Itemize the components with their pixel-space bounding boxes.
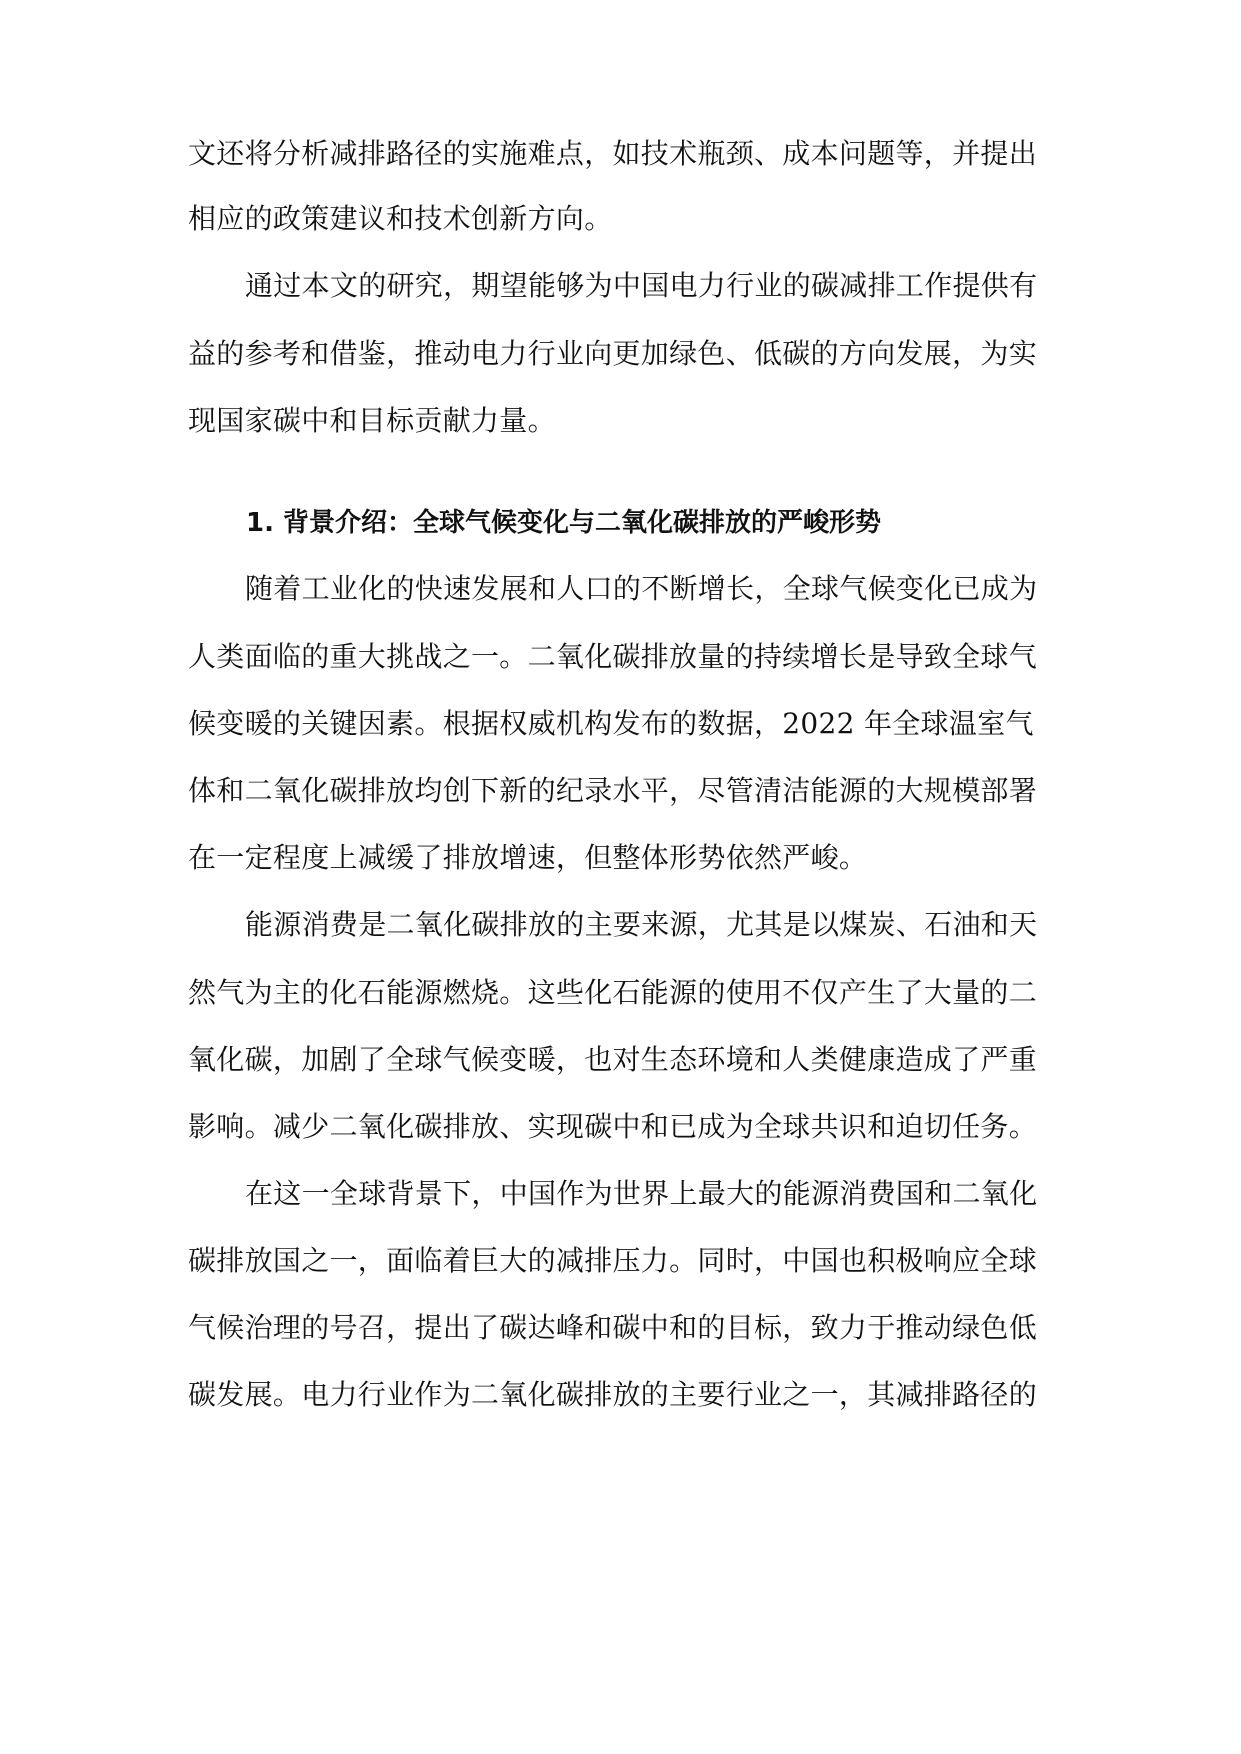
paragraph-line: 气候治理的号召，提出了碳达峰和碳中和的目标，致力于推动绿色低 <box>188 1311 1038 1344</box>
paragraph-line: 相应的政策建议和技术创新方向。 <box>188 202 613 235</box>
paragraph-line: 文还将分析减排路径的实施难点，如技术瓶颈、成本问题等，并提出 <box>188 137 1038 170</box>
paragraph-line: 碳排放国之一，面临着巨大的减排压力。同时，中国也积极响应全球 <box>188 1244 1038 1277</box>
paragraph-line: 然气为主的化石能源燃烧。这些化石能源的使用不仅产生了大量的二 <box>188 976 1038 1009</box>
paragraph-line: 通过本文的研究，期望能够为中国电力行业的碳减排工作提供有 <box>245 269 1038 302</box>
paragraph-line: 随着工业化的快速发展和人口的不断增长，全球气候变化已成为 <box>245 572 1038 605</box>
paragraph-line: 碳发展。电力行业作为二氧化碳排放的主要行业之一，其减排路径的 <box>188 1378 1038 1411</box>
paragraph-line: 影响。减少二氧化碳排放、实现碳中和已成为全球共识和迫切任务。 <box>188 1110 1038 1143</box>
paragraph-line: 候变暖的关键因素。根据权威机构发布的数据，2022 年全球温室气 <box>188 707 1034 740</box>
paragraph-line: 在一定程度上减缓了排放增速，但整体形势依然严峻。 <box>188 841 868 874</box>
section-heading: 1. 背景介绍：全球气候变化与二氧化碳排放的严峻形势 <box>246 508 882 538</box>
paragraph-line: 人类面临的重大挑战之一。二氧化碳排放量的持续增长是导致全球气 <box>188 640 1038 673</box>
paragraph-line: 氧化碳，加剧了全球气候变暖，也对生态环境和人类健康造成了严重 <box>188 1043 1038 1076</box>
paragraph-line: 益的参考和借鉴，推动电力行业向更加绿色、低碳的方向发展，为实 <box>188 337 1038 370</box>
paragraph-line: 在这一全球背景下，中国作为世界上最大的能源消费国和二氧化 <box>245 1177 1038 1210</box>
paragraph-line: 现国家碳中和目标贡献力量。 <box>188 404 556 437</box>
paragraph-line: 体和二氧化碳排放均创下新的纪录水平，尽管清洁能源的大规模部署 <box>188 774 1038 807</box>
paragraph-line: 能源消费是二氧化碳排放的主要来源，尤其是以煤炭、石油和天 <box>245 908 1038 941</box>
